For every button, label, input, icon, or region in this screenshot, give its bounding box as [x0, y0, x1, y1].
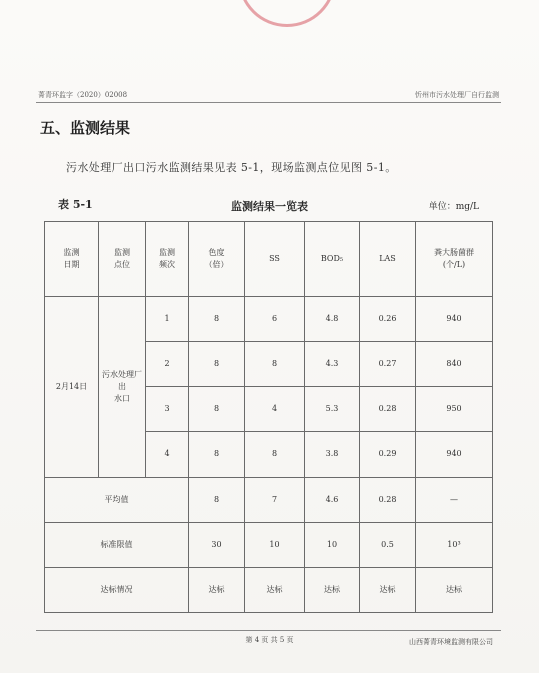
footer-divider [36, 630, 501, 631]
limit-coliform: 10³ [416, 522, 493, 567]
limit-label: 标准限值 [45, 522, 189, 567]
cell-coliform: 840 [416, 342, 493, 387]
cell-ss: 8 [245, 342, 305, 387]
average-bod5: 4.6 [305, 477, 360, 522]
cell-ss: 6 [245, 297, 305, 342]
header-divider [36, 102, 501, 103]
compliance-ss: 达标 [245, 567, 305, 612]
page-number: 第 4 页 共 5 页 [245, 636, 294, 644]
header-date: 监测 日期 [45, 222, 99, 297]
header-las: LAS [360, 222, 416, 297]
average-row [45, 477, 493, 522]
header-location: 监测 点位 [99, 222, 146, 297]
average-ss: 7 [245, 477, 305, 522]
cell-frequency: 2 [146, 342, 189, 387]
compliance-label: 达标情况 [45, 567, 189, 612]
cell-coliform: 940 [416, 432, 493, 477]
limit-bod5: 10 [305, 522, 360, 567]
cell-ss: 4 [245, 387, 305, 432]
company-name: 山西菁青环境监测有限公司 [409, 638, 493, 646]
cell-bod5: 4.8 [305, 297, 360, 342]
report-name: 忻州市污水处理厂自行监测 [415, 91, 499, 99]
compliance-bod5: 达标 [305, 567, 360, 612]
doc-code: 菁青环监字（2020）02008 [38, 91, 128, 99]
cell-frequency: 1 [146, 297, 189, 342]
cell-coliform: 940 [416, 297, 493, 342]
cell-chroma: 8 [189, 342, 245, 387]
cell-frequency: 3 [146, 387, 189, 432]
header-frequency: 监测 频次 [146, 222, 189, 297]
cell-las: 0.26 [360, 297, 416, 342]
cell-chroma: 8 [189, 432, 245, 477]
cell-las: 0.27 [360, 342, 416, 387]
table-unit: 单位：mg/L [428, 202, 479, 212]
limit-las: 0.5 [360, 522, 416, 567]
average-label: 平均值 [45, 477, 189, 522]
header-coliform: 粪大肠菌群 (个/L) [416, 222, 493, 297]
results-table [44, 221, 493, 613]
limit-row [45, 522, 493, 567]
table-title: 监测结果一览表 [231, 200, 308, 213]
average-las: 0.28 [360, 477, 416, 522]
limit-ss: 10 [245, 522, 305, 567]
cell-las: 0.28 [360, 387, 416, 432]
cell-ss: 8 [245, 432, 305, 477]
header-ss: SS [245, 222, 305, 297]
header-bod5: BOD₅ [305, 222, 360, 297]
compliance-row [45, 567, 493, 612]
table-header-row [45, 222, 493, 297]
cell-chroma: 8 [189, 297, 245, 342]
section-title: 五、监测结果 [40, 119, 131, 137]
cell-bod5: 5.3 [305, 387, 360, 432]
cell-bod5: 4.3 [305, 342, 360, 387]
cell-coliform: 950 [416, 387, 493, 432]
intro-paragraph: 污水处理厂出口污水监测结果见表 5-1，现场监测点位见图 5-1。 [66, 161, 397, 174]
cell-las: 0.29 [360, 432, 416, 477]
average-coliform: — [416, 477, 493, 522]
table-number: 表 5-1 [58, 198, 93, 211]
compliance-coliform: 达标 [416, 567, 493, 612]
limit-chroma: 30 [189, 522, 245, 567]
table-row [45, 297, 493, 342]
cell-bod5: 3.8 [305, 432, 360, 477]
cell-frequency: 4 [146, 432, 189, 477]
compliance-las: 达标 [360, 567, 416, 612]
cell-date: 2月14日 [45, 297, 99, 478]
compliance-chroma: 达标 [189, 567, 245, 612]
header-chroma: 色度 （倍） [189, 222, 245, 297]
cell-location: 污水处理厂出 水口 [99, 297, 146, 478]
cell-chroma: 8 [189, 387, 245, 432]
official-seal [238, 0, 336, 27]
average-chroma: 8 [189, 477, 245, 522]
